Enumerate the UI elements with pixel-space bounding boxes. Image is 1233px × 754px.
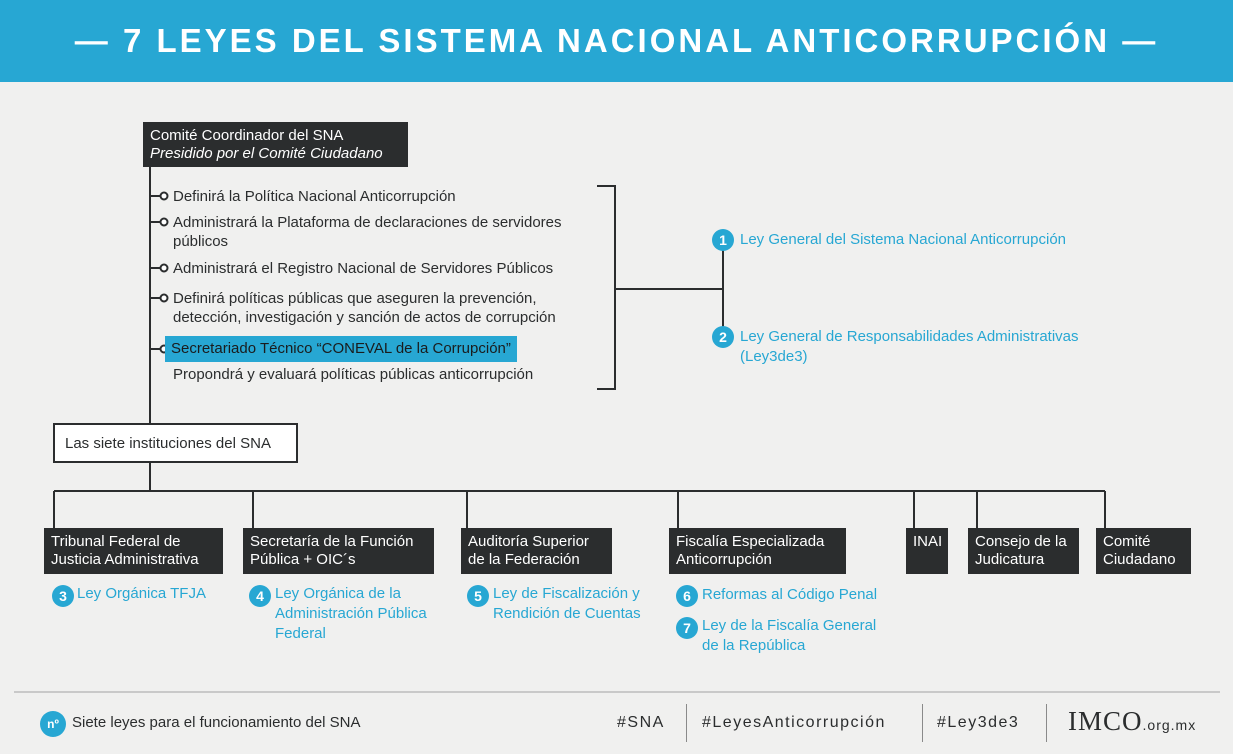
function-item: [173, 213, 562, 251]
law-line: Ley de la Fiscalía General: [702, 617, 877, 634]
function-item: [173, 289, 556, 327]
law-number-badge: 2: [712, 326, 734, 348]
institution-line: Ciudadano: [1103, 551, 1176, 568]
law-number-badge: 5: [467, 585, 489, 607]
footer-separator: [686, 704, 687, 742]
law-line: de la República: [702, 637, 806, 654]
law-label: [702, 616, 876, 656]
institution-box: [461, 528, 612, 574]
secretariat-description: Propondrá y evaluará políticas públicas anticorrupción: [173, 366, 534, 383]
law-number-badge: 7: [676, 617, 698, 639]
institution-line: Fiscalía Especializada: [676, 533, 825, 550]
institution-line: Secretaría de la Función: [250, 533, 414, 550]
law-number-badge: 3: [52, 585, 74, 607]
logo-wordmark: IMCO: [1068, 706, 1143, 736]
law-line: Ley General del Sistema Nacional Anticorrupción: [740, 231, 1067, 248]
law-line: Ley General de Responsabilidades Administrativas: [740, 328, 1079, 345]
function-line: Administrará el Registro Nacional de Servidores Públicos: [173, 260, 554, 277]
function-line: Definirá la Política Nacional Anticorrupción: [173, 188, 456, 205]
institution-line: Comité: [1103, 533, 1151, 550]
law-line: (Ley3de3): [740, 348, 808, 365]
function-line: Definirá políticas públicas que aseguren la prevención,: [173, 290, 537, 307]
committee-title: Comité Coordinador del SNA: [150, 127, 344, 144]
law-label: [740, 327, 1079, 367]
function-line: Administrará la Plataforma de declaraciones de servidores: [173, 214, 562, 231]
footer-separator: [1046, 704, 1047, 742]
hashtag-ley3de3[interactable]: #Ley3de3: [937, 714, 1020, 731]
institution-line: INAI: [913, 533, 943, 550]
law-line: Reformas al Código Penal: [702, 586, 878, 603]
institutions-label-box: Las siete instituciones del SNA: [53, 423, 298, 463]
institution-line: de la Federación: [468, 551, 580, 568]
legend-badge: nº: [40, 711, 66, 737]
institution-line: Pública + OIC´s: [250, 551, 356, 568]
law-line: Rendición de Cuentas: [493, 605, 641, 622]
institution-line: Justicia Administrativa: [51, 551, 199, 568]
committee-subtitle: Presidido por el Comité Ciudadano: [150, 145, 383, 162]
law-number-badge: 4: [249, 585, 271, 607]
footer-divider: [14, 691, 1220, 693]
committee-box: [143, 122, 408, 167]
legend-text: Siete leyes para el funcionamiento del SNA: [72, 714, 361, 731]
law-label: [275, 584, 427, 644]
law-label: [493, 584, 641, 624]
institution-line: Auditoría Superior: [468, 533, 589, 550]
hashtag-sna[interactable]: #SNA: [617, 714, 665, 731]
law-label: [702, 585, 877, 605]
law-number-badge: 6: [676, 585, 698, 607]
function-line: detección, investigación y sanción de actos de corrupción: [173, 309, 556, 326]
institution-box: [906, 528, 948, 574]
institution-box: [968, 528, 1079, 574]
institution-line: Anticorrupción: [676, 551, 772, 568]
secretariat-highlight: Secretariado Técnico “CONEVAL de la Corrupción”: [165, 336, 517, 362]
page-title: — 7 LEYES DEL SISTEMA NACIONAL ANTICORRUPCIÓN —: [74, 22, 1159, 59]
institution-line: Judicatura: [975, 551, 1045, 568]
institution-line: Tribunal Federal de: [51, 533, 181, 550]
imco-logo[interactable]: [1068, 704, 1196, 738]
hashtag-leyes[interactable]: #LeyesAnticorrupción: [702, 714, 886, 731]
institution-box: [44, 528, 223, 574]
function-item: [173, 259, 553, 278]
law-label: [77, 584, 206, 604]
law-line: Administración Pública: [275, 605, 427, 622]
footer-separator: [922, 704, 923, 742]
institution-box: [243, 528, 434, 574]
logo-domain: .org.mx: [1142, 717, 1197, 733]
institution-box: [669, 528, 846, 574]
law-line: Ley Orgánica de la: [275, 585, 401, 602]
law-line: Federal: [275, 625, 326, 642]
law-line: Ley de Fiscalización y: [493, 585, 640, 602]
function-item: [173, 187, 456, 206]
law-label: [740, 230, 1066, 250]
law-line: Ley Orgánica TFJA: [77, 585, 206, 602]
function-line: públicos: [173, 233, 229, 250]
institution-line: Consejo de la: [975, 533, 1067, 550]
law-number-badge: 1: [712, 229, 734, 251]
institution-box: [1096, 528, 1191, 574]
